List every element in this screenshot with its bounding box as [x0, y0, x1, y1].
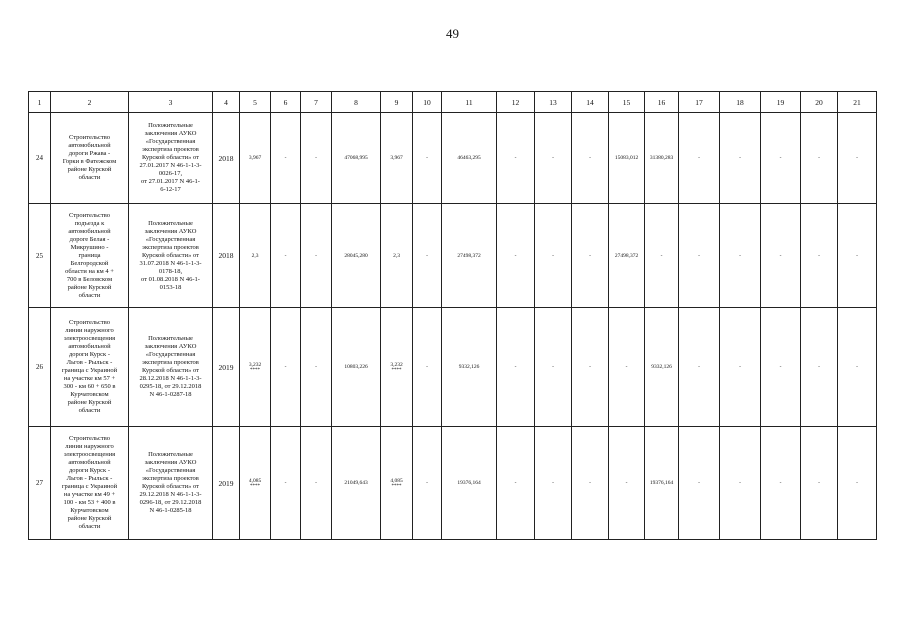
- data-cell: -: [535, 308, 572, 427]
- object-name-line: граница: [78, 251, 101, 259]
- data-cell: -: [535, 427, 572, 540]
- object-name-line: дороги Курск -: [68, 467, 110, 474]
- column-header: 20: [801, 92, 838, 113]
- data-cell: -: [413, 204, 442, 308]
- data-cell: -: [609, 427, 645, 540]
- approval-basis-line: N 46-1-0287-18: [149, 391, 192, 398]
- data-cell: -: [572, 204, 609, 308]
- data-cell: -: [301, 204, 332, 308]
- data-cell: 27498,372: [609, 204, 645, 308]
- object-name-line: автомобильной: [68, 227, 111, 235]
- table-row: [29, 113, 877, 204]
- data-cell: -: [609, 308, 645, 427]
- data-cell: -: [413, 308, 442, 427]
- length-cell: [240, 427, 271, 540]
- data-cell: 15083,012: [609, 113, 645, 204]
- length-cell-2: [381, 308, 413, 427]
- object-name-line: районе Курской: [67, 515, 112, 522]
- approval-basis-line: 29.12.2018 N 46-1-1-3-: [139, 491, 202, 498]
- approval-basis-line: Курской области» от: [141, 154, 200, 161]
- column-header: 11: [442, 92, 497, 113]
- page-number: 49: [446, 26, 459, 41]
- table-row: [29, 204, 877, 308]
- object-name-line: области: [78, 291, 101, 299]
- data-cell: 31380,283: [645, 113, 679, 204]
- approval-basis-line: 0153-18: [159, 283, 182, 291]
- length-cell-2-value: 3,967: [390, 155, 403, 161]
- approval-basis-line: экспертиза проектов: [142, 243, 199, 251]
- column-header: 2: [51, 92, 129, 113]
- object-name-line: электроосвещения: [63, 451, 116, 458]
- length-cell-2-value: 3,232: [390, 361, 403, 368]
- length-cell: [240, 308, 271, 427]
- approval-basis-line: Курской области» от: [141, 367, 200, 374]
- object-name-line: на участке км 49 +: [63, 491, 116, 498]
- approval-basis: [129, 204, 213, 308]
- row-number: 27: [29, 427, 51, 540]
- year-cell: 2019: [213, 308, 240, 427]
- row-number: 25: [29, 204, 51, 308]
- data-cell: -: [271, 113, 301, 204]
- approval-basis-line: 6-12-17: [160, 186, 181, 193]
- year-cell: 2019: [213, 427, 240, 540]
- data-cell: -: [679, 204, 720, 308]
- column-header: 17: [679, 92, 720, 113]
- data-cell: -: [301, 113, 332, 204]
- data-cell: -: [497, 113, 535, 204]
- object-name-line: линии наружного: [65, 443, 114, 450]
- data-cell: -: [838, 113, 877, 204]
- object-name-line: Льгов - Рыльск -: [66, 475, 113, 482]
- object-name-line: 700 в Беловском: [66, 275, 113, 283]
- amount-cell: 28045,280: [332, 204, 381, 308]
- object-name-line: автомобильной: [68, 459, 111, 466]
- amount-cell: 47068,995: [332, 113, 381, 204]
- column-header: 9: [381, 92, 413, 113]
- data-cell: -: [413, 113, 442, 204]
- data-cell: -: [720, 204, 761, 308]
- object-name-line: дороги Курск -: [68, 351, 110, 358]
- data-cell: -: [535, 204, 572, 308]
- object-name-line: Льгов - Рыльск -: [66, 359, 113, 366]
- approval-basis-line: 0178-18,: [158, 267, 183, 275]
- approval-basis-line: N 46-1-0285-18: [149, 507, 192, 514]
- object-name-line: области: [78, 174, 101, 181]
- column-header: 10: [413, 92, 442, 113]
- object-name-line: автомобильной: [68, 142, 111, 149]
- object-name-line: дороге Белая -: [69, 235, 110, 243]
- data-cell: -: [679, 427, 720, 540]
- amount-cell: 27498,372: [442, 204, 497, 308]
- approval-basis-line: Положительные: [148, 451, 193, 458]
- data-cell: -: [413, 427, 442, 540]
- approval-basis-line: 27.01.2017 N 46-1-1-3-: [139, 162, 202, 169]
- column-header: 4: [213, 92, 240, 113]
- data-cell: -: [801, 427, 838, 540]
- length-cell-value: 2,3: [251, 252, 259, 259]
- object-name-line: граница с Украиной: [61, 483, 118, 490]
- data-cell: -: [801, 308, 838, 427]
- table-row: [29, 427, 877, 540]
- column-header: 13: [535, 92, 572, 113]
- data-cell: -: [271, 427, 301, 540]
- data-cell: -: [645, 204, 679, 308]
- object-name-line: Микрушино -: [70, 243, 109, 251]
- length-cell-2: [381, 204, 413, 308]
- object-name: [51, 204, 129, 308]
- data-cell: -: [720, 427, 761, 540]
- object-name-line: районе Курской: [67, 399, 112, 406]
- object-name-line: Горки в Фатежском: [62, 158, 117, 165]
- column-header: 7: [301, 92, 332, 113]
- column-header: 15: [609, 92, 645, 113]
- data-cell: -: [838, 204, 877, 308]
- object-name-line: 300 - км 60 + 650 в: [63, 383, 116, 390]
- data-cell: -: [720, 113, 761, 204]
- column-header: 14: [572, 92, 609, 113]
- length-cell-footnote-mark: ****: [250, 367, 260, 373]
- data-cell: 19376,164: [645, 427, 679, 540]
- data-cell: -: [497, 427, 535, 540]
- amount-cell: 19376,164: [442, 427, 497, 540]
- year-cell: 2018: [213, 204, 240, 308]
- object-name-line: Строительство: [68, 435, 111, 442]
- registry-table: [28, 91, 877, 540]
- object-name-line: районе Курской: [67, 283, 112, 291]
- length-cell: [240, 204, 271, 308]
- approval-basis-line: экспертиза проектов: [142, 475, 199, 482]
- data-cell: -: [301, 308, 332, 427]
- length-cell-value: 3,232: [248, 361, 262, 368]
- data-cell: -: [271, 204, 301, 308]
- data-cell: -: [761, 308, 801, 427]
- object-name-line: Строительство: [68, 319, 111, 326]
- object-name: [51, 308, 129, 427]
- object-name-line: автомобильной: [68, 343, 111, 350]
- data-cell: -: [271, 308, 301, 427]
- approval-basis-line: Курской области» от: [141, 483, 200, 490]
- approval-basis-line: Положительные: [148, 122, 193, 129]
- column-header: 19: [761, 92, 801, 113]
- data-cell: -: [679, 113, 720, 204]
- data-cell: 9332,126: [645, 308, 679, 427]
- length-cell-2-value: 2,3: [393, 252, 400, 259]
- approval-basis-line: «Государственная: [145, 138, 196, 145]
- approval-basis-line: заключения АУКО: [144, 343, 197, 350]
- object-name-line: 100 - км 53 + 400 в: [63, 499, 116, 506]
- approval-basis-line: экспертиза проектов: [142, 146, 199, 153]
- column-header: 21: [838, 92, 877, 113]
- approval-basis-line: 0296-18, от 29.12.2018: [139, 499, 202, 506]
- approval-basis-line: заключения АУКО: [144, 459, 197, 466]
- data-cell: -: [761, 113, 801, 204]
- data-cell: -: [497, 204, 535, 308]
- object-name-line: дороги Ржава -: [68, 150, 111, 157]
- row-number: 24: [29, 113, 51, 204]
- data-cell: -: [679, 308, 720, 427]
- approval-basis-line: от 27.01.2017 N 46-1-: [141, 178, 200, 185]
- data-cell: -: [838, 427, 877, 540]
- column-header: 18: [720, 92, 761, 113]
- approval-basis-line: 0295-18, от 29.12.2018: [139, 383, 202, 390]
- amount-cell: 46463,295: [442, 113, 497, 204]
- data-cell: -: [720, 308, 761, 427]
- table-row: [29, 308, 877, 427]
- data-cell: -: [572, 113, 609, 204]
- length-cell-2-footnote-mark: ****: [391, 483, 402, 489]
- approval-basis-line: 28.12.2018 N 46-1-1-3-: [139, 375, 202, 382]
- object-name-line: электроосвещения: [63, 335, 116, 342]
- header-row: [29, 92, 877, 113]
- object-name-line: на участке км 57 +: [63, 375, 116, 382]
- data-cell: -: [761, 204, 801, 308]
- object-name-line: линии наружного: [65, 327, 114, 334]
- table-body: [29, 113, 877, 540]
- object-name-line: подъезда к: [74, 219, 105, 227]
- length-cell-value: 4,085: [248, 477, 262, 484]
- data-cell: -: [535, 113, 572, 204]
- object-name-line: граница с Украиной: [61, 367, 118, 374]
- data-cell: -: [572, 308, 609, 427]
- amount-cell: 10803,226: [332, 308, 381, 427]
- data-cell: -: [801, 204, 838, 308]
- length-cell-value: 3,967: [248, 155, 262, 161]
- row-number: 26: [29, 308, 51, 427]
- approval-basis-line: от 01.08.2018 N 46-1-: [141, 275, 200, 283]
- object-name-line: районе Курской: [67, 166, 112, 173]
- approval-basis-line: Положительные: [148, 335, 193, 342]
- approval-basis-line: «Государственная: [145, 235, 196, 243]
- data-cell: -: [497, 308, 535, 427]
- data-cell: -: [572, 427, 609, 540]
- approval-basis-line: «Государственная: [145, 467, 196, 474]
- length-cell-2: [381, 113, 413, 204]
- column-header: 16: [645, 92, 679, 113]
- object-name: [51, 113, 129, 204]
- amount-cell: 9332,126: [442, 308, 497, 427]
- object-name-line: области: [78, 523, 101, 530]
- approval-basis-line: заключения АУКО: [144, 130, 197, 137]
- approval-basis-line: «Государственная: [145, 351, 196, 358]
- object-name-line: области: [78, 407, 101, 414]
- approval-basis-line: 0026-17,: [158, 170, 183, 177]
- year-cell: 2018: [213, 113, 240, 204]
- approval-basis-line: Курской области» от: [141, 251, 200, 259]
- approval-basis-line: Положительные: [148, 219, 193, 227]
- object-name-line: Курчатовском: [70, 507, 109, 514]
- column-header: 1: [29, 92, 51, 113]
- data-cell: -: [761, 427, 801, 540]
- data-cell: -: [801, 113, 838, 204]
- approval-basis-line: 31.07.2018 N 46-1-1-3-: [139, 259, 202, 267]
- approval-basis-line: заключения АУКО: [144, 227, 197, 235]
- amount-cell: 21049,643: [332, 427, 381, 540]
- column-header: 6: [271, 92, 301, 113]
- column-header: 12: [497, 92, 535, 113]
- approval-basis: [129, 308, 213, 427]
- object-name-line: Белгородской: [70, 259, 109, 267]
- data-cell: -: [838, 308, 877, 427]
- length-cell-footnote-mark: ****: [250, 483, 260, 489]
- approval-basis: [129, 427, 213, 540]
- data-cell: -: [301, 427, 332, 540]
- column-header: 3: [129, 92, 213, 113]
- approval-basis-line: экспертиза проектов: [142, 359, 199, 366]
- length-cell-2-footnote-mark: ****: [391, 367, 402, 373]
- object-name-line: Строительство: [68, 211, 111, 219]
- length-cell: [240, 113, 271, 204]
- object-name-line: Строительство: [68, 134, 111, 141]
- object-name: [51, 427, 129, 540]
- object-name-line: Курчатовском: [70, 391, 109, 398]
- column-header: 5: [240, 92, 271, 113]
- object-name-line: области на км 4 +: [65, 267, 114, 275]
- approval-basis: [129, 113, 213, 204]
- column-header: 8: [332, 92, 381, 113]
- length-cell-2-value: 4,085: [390, 477, 403, 484]
- length-cell-2: [381, 427, 413, 540]
